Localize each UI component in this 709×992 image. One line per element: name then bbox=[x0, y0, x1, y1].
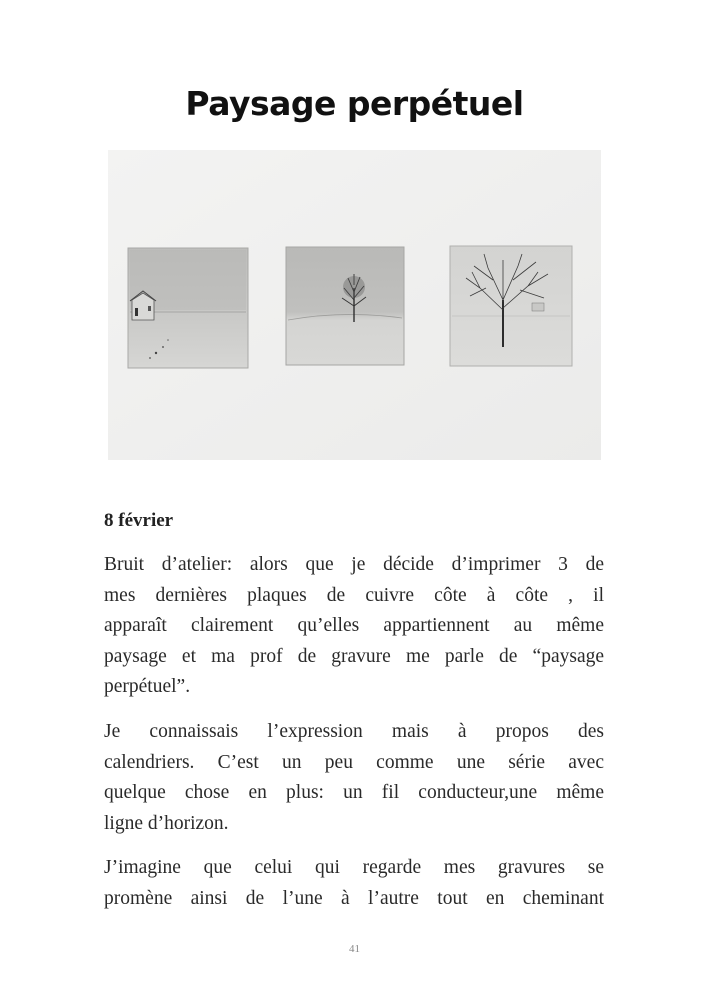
etching-barn-landscape bbox=[128, 248, 248, 368]
paragraph-2 bbox=[104, 717, 604, 839]
text-line: quelque chose en plus: un fil conducteur,une même bbox=[104, 782, 604, 803]
text-line: ligne d’horizon. bbox=[104, 812, 229, 834]
text-line: perpétuel”. bbox=[104, 676, 191, 697]
date-heading: 8 février bbox=[104, 510, 174, 531]
text-line: mes dernières plaques de cuivre côte à côte , il bbox=[104, 584, 604, 606]
etching-large-tree bbox=[450, 246, 572, 366]
page-number: 41 bbox=[349, 943, 360, 955]
text-line: paysage et ma prof de gravure me parle de “paysage bbox=[104, 645, 604, 667]
text-line: apparaît clairement qu’elles appartiennent au même bbox=[104, 615, 604, 636]
text-line: promène ainsi de l’une à l’autre tout en cheminant bbox=[104, 887, 604, 909]
page-title: Paysage perpétuel bbox=[185, 84, 524, 123]
text-line: Je connaissais l’expression mais à propos des bbox=[104, 721, 604, 742]
paragraph-3 bbox=[104, 853, 604, 914]
text-line: J’imagine que celui qui regarde mes gravures se bbox=[104, 857, 604, 878]
etching-small-tree bbox=[286, 247, 404, 365]
text-line: Bruit d’atelier: alors que je décide d’imprimer 3 de bbox=[104, 554, 604, 575]
paragraph-1 bbox=[104, 550, 604, 703]
etchings-photo bbox=[108, 150, 601, 460]
text-line: calendriers. C’est un peu comme une série avec bbox=[104, 751, 604, 773]
